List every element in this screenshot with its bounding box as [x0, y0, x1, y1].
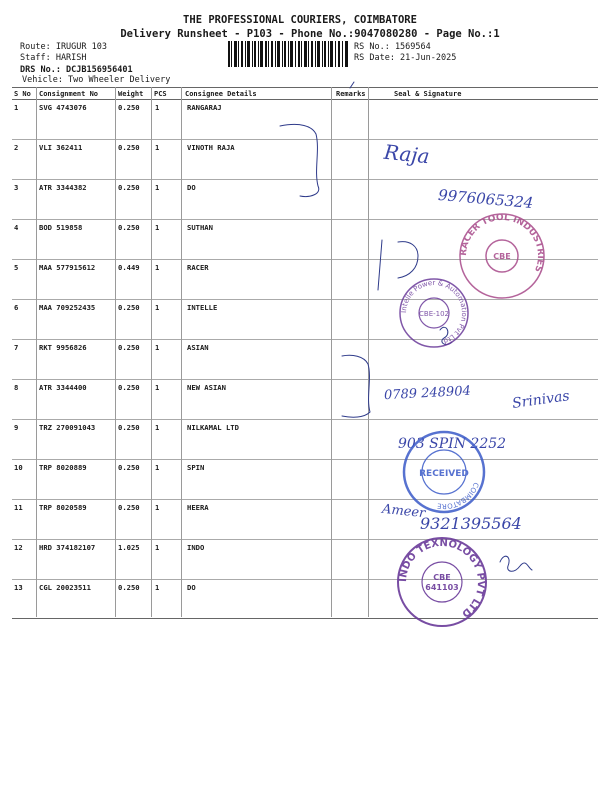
row-consignee: DO [187, 583, 196, 592]
indo-stamp-center-top: CBE [433, 573, 451, 582]
row-sno: 9 [14, 423, 19, 432]
row-sno: 12 [14, 543, 23, 552]
row-sno: 5 [14, 263, 19, 272]
row-pcs: 1 [155, 143, 160, 152]
staff-label: Staff: HARISH [20, 53, 87, 63]
row-sno: 8 [14, 383, 19, 392]
company-title: THE PROFESSIONAL COURIERS, COIMBATORE [183, 14, 417, 26]
row-consignment-no: CGL 20023511 [39, 583, 91, 592]
row-weight: 0.250 [118, 583, 140, 592]
row-consignee: NILKAMAL LTD [187, 423, 239, 432]
row-consignment-no: RKT 9956826 [39, 343, 87, 352]
received-stamp-arc: COIMBATORE [436, 481, 481, 511]
row-pcs: 1 [155, 583, 160, 592]
row-pcs: 1 [155, 223, 160, 232]
row-consignee: NEW ASIAN [187, 383, 226, 392]
handwritten-phone: 0789 248904 [383, 383, 472, 404]
row-weight: 0.250 [118, 383, 140, 392]
handwritten-phone: 903 SPIN 2252 [398, 436, 507, 452]
row-consignment-no: TRP 8020889 [39, 463, 87, 472]
row-pcs: 1 [155, 543, 160, 552]
row-consignment-no: ATR 3344382 [39, 183, 87, 192]
row-weight: 0.250 [118, 503, 140, 512]
row-consignment-no: BOD 519858 [39, 223, 83, 232]
row-weight: 0.250 [118, 183, 140, 192]
indo-stamp-arc: INDO TEXNOLOGY PVT LTD [397, 537, 487, 619]
row-sno: 3 [14, 183, 19, 192]
row-pcs: 1 [155, 423, 160, 432]
racer-stamp-arc: RACER TOOL INDUSTRIES [458, 212, 546, 274]
row-consignee: RACER [187, 263, 209, 272]
column-header-sno: S No [14, 90, 31, 98]
vehicle-label: Vehicle: Two Wheeler Delivery [22, 75, 171, 85]
rs-date: RS Date: 21-Jun-2025 [354, 53, 457, 63]
row-pcs: 1 [155, 183, 160, 192]
row-sno: 7 [14, 343, 19, 352]
row-consignment-no: MAA 709252435 [39, 303, 96, 312]
racer-stamp [459, 213, 545, 298]
row-weight: 0.250 [118, 303, 140, 312]
column-header-seal-signature: Seal & Signature [394, 90, 462, 98]
row-consignee: RANGARAJ [187, 103, 222, 112]
racer-stamp-text [459, 213, 545, 274]
row-weight: 0.250 [118, 103, 140, 112]
row-sno: 6 [14, 303, 19, 312]
row-consignee: SPIN [187, 463, 205, 472]
handwritten-phone: 9976065324 [437, 185, 535, 213]
indo-stamp [398, 538, 486, 626]
row-pcs: 1 [155, 263, 160, 272]
row-consignee: INTELLE [187, 303, 218, 312]
row-weight: 1.025 [118, 543, 140, 552]
row-sno: 10 [14, 463, 23, 472]
row-sno: 4 [14, 223, 19, 232]
row-consignment-no: ATR 3344400 [39, 383, 87, 392]
row-consignee: VINOTH RAJA [187, 143, 235, 152]
row-weight: 0.449 [118, 263, 140, 272]
row-pcs: 1 [155, 383, 160, 392]
row-consignment-no: SVG 4743076 [39, 103, 87, 112]
row-pcs: 1 [155, 463, 160, 472]
intelle-stamp-center: CBE-102 [419, 310, 449, 318]
row-sno: 13 [14, 583, 23, 592]
rs-number: RS No.: 1569564 [354, 42, 431, 52]
row-consignment-no: TRP 8020589 [39, 503, 87, 512]
row-consignee: INDO [187, 543, 205, 552]
column-header-pcs: PCS [154, 90, 167, 98]
indo-stamp-center-bottom: 641103 [425, 583, 459, 592]
drs-number: DRS No.: DCJB156956401 [20, 65, 133, 75]
received-stamp-city [437, 481, 480, 510]
row-consignee: ASIAN [187, 343, 209, 352]
row-pcs: 1 [155, 503, 160, 512]
row-weight: 0.250 [118, 343, 140, 352]
row-pcs: 1 [155, 303, 160, 312]
row-sno: 2 [14, 143, 19, 152]
handwritten-name-srinivas: Srinivas [511, 388, 571, 412]
row-weight: 0.250 [118, 223, 140, 232]
received-stamp-word: RECEIVED [419, 469, 469, 479]
intelle-stamp-arc: Intelle Power & Automation Pvt Ltd [399, 278, 469, 346]
handwritten-phone: 9321395564 [420, 514, 522, 533]
row-sno: 1 [14, 103, 19, 112]
received-stamp [404, 432, 484, 512]
row-consignment-no: VLI 362411 [39, 143, 83, 152]
column-header-remarks: Remarks [336, 90, 366, 98]
row-weight: 0.250 [118, 463, 140, 472]
route-label: Route: IRUGUR 103 [20, 42, 107, 52]
handwritten-name-raja: Raja [382, 139, 431, 169]
row-consignment-no: HRD 374182107 [39, 543, 96, 552]
column-header-consignment: Consignment No [39, 90, 99, 98]
row-consignee: DO [187, 183, 196, 192]
row-weight: 0.250 [118, 423, 140, 432]
column-header-weight: Weight [118, 90, 144, 98]
row-consignee: SUTHAN [187, 223, 213, 232]
racer-stamp-center: CBE [493, 252, 511, 261]
row-consignment-no: TRZ 270091043 [39, 423, 96, 432]
column-header-consignee: Consignee Details [185, 90, 257, 98]
row-weight: 0.250 [118, 143, 140, 152]
row-consignee: HEERA [187, 503, 209, 512]
row-sno: 11 [14, 503, 23, 512]
row-consignment-no: MAA 577915612 [39, 263, 96, 272]
intelle-stamp [400, 279, 468, 347]
handwritten-name-ameer: Ameer [381, 501, 426, 522]
runsheet-subtitle: Delivery Runsheet - P103 - Phone No.:9047080280 - Page No.:1 [120, 28, 500, 40]
row-pcs: 1 [155, 103, 160, 112]
row-pcs: 1 [155, 343, 160, 352]
